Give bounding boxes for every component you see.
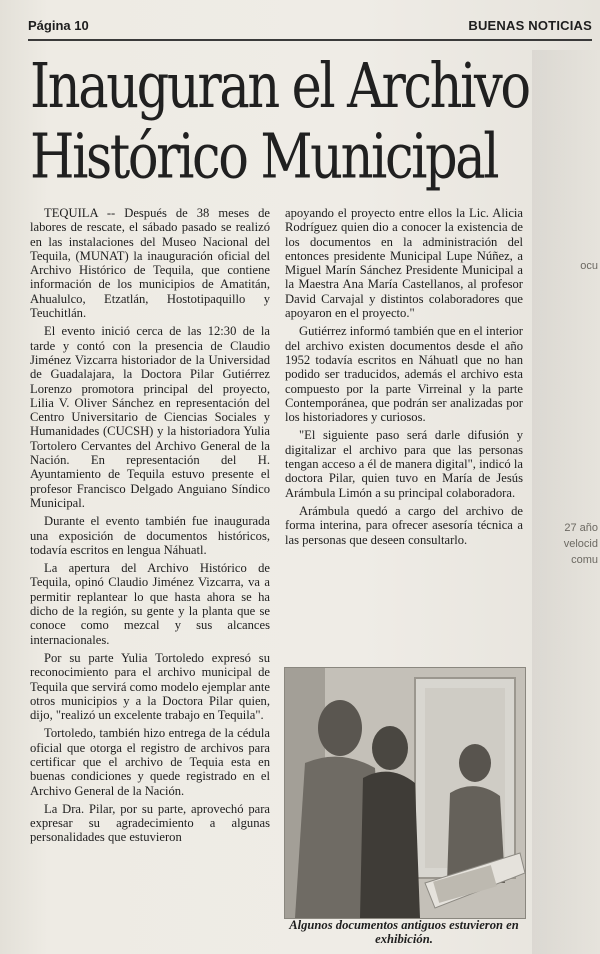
edge-fragment: ocu [580,260,598,272]
header-rule [28,39,592,41]
paragraph: Tortoledo, también hizo entrega de la cédula oficial que otorga el registro de archivos para certificar que el archivo de Tequia esta en buenas condiciones y quede registrado en el Archivo General de la Nación. [30,726,270,798]
paragraph: "El siguiente paso será darle difusión y digitalizar el archivo para que las personas tengan acceso a él de manera digital", indicó la doctora Pilar, quien tuvo en María de Jesús Arámbula Limón a su principal colaboradora. [285,428,523,500]
page-header [28,18,592,40]
headline [30,52,550,194]
adjacent-page-edge [532,50,600,954]
edge-fragment: comu [571,554,598,566]
headline-line-2: Histórico Municipal [30,121,498,194]
paragraph: apoyando el proyecto entre ellos la Lic. Alicia Rodríguez quien dio a conocer la existencia de los documentos en la administración del entonces presidente Municipal Lupe Núñez, a Miguel Marín Sánchez Presidente Municipal a la Maestra Ana María Castellanos, al profesor David Carvajal y distintos colaboradores que apoyaron en el proyecto." [285,206,523,321]
paragraph: TEQUILA -- Después de 38 meses de labores de rescate, el sábado pasado se realizó en las instalaciones del Museo Nacional del Tequila, (MUNAT) la inauguración oficial del Archivo Histórico de Tequila, que contiene información de los municipios de Amatitán, Ahualulco, Etzatlán, Hostotipaquillo y Teuchitlán. [30,206,270,321]
paragraph: La Dra. Pilar, por su parte, aprovechó para expresar su agradecimiento a algunas personalidades que estuvieron [30,801,270,845]
exhibition-photo [284,667,526,919]
paragraph: Durante el evento también fue inaugurada una exposición de documentos históricos, todavía escritos en lengua Náhuatl. [30,514,270,557]
paragraph: Por su parte Yulia Tortoledo expresó su reconocimiento para el archivo municipal de Tequila que servirá como modelo ejemplar ante otros municipios y a la Doctora Pilar quien, dijo, "realizó un excelente trabajo en Tequila". [30,650,270,723]
photo-caption: Algunos documentos antiguos estuvieron en exhibición. [289,918,519,946]
edge-fragment: 27 año [564,522,598,534]
headline-line-1: Inauguran el Archivo [30,50,529,123]
section-title: BUENAS NOTICIAS [468,18,592,33]
paragraph: El evento inició cerca de las 12:30 de la tarde y contó con la presencia de Claudio Jiménez Vizcarra historiador de la Universidad de Guadalajara, la Doctora Pilar Gutiérrez Lorenzo promotora principal del proyecto, Lilia V. Oliver Sánchez en representación del Centro Universitario de Ciencias Sociales y Humanidades (CUCSH) y la historiadora Yulia Tortolero Cervantes del Archivo General de la Nación. En representación del H. Ayuntamiento de Tequila estuvo presente el profesor Francisco Delgado Anguiano Síndico Municipal. [30,324,270,510]
page-number: Página 10 [28,18,89,33]
paragraph: Gutiérrez informó también que en el interior del archivo existen documentos desde el año 1952 todavía escritos en Náhuatl que no han podido ser traducidos, además el archivo esta compuesto por la parte Virreinal y la parte Contemporánea, que podrán ser analizadas por los historiadores y curiosos. [285,324,523,425]
edge-fragment: velocid [563,538,598,550]
article-column-right [285,206,523,551]
article-column-left [30,206,270,849]
paragraph: La apertura del Archivo Histórico de Tequila, opinó Claudio Jiménez Vizcarra, va a permitir replantear lo que hasta ahora se ha dicho de la región, su gente y la planta que se conoce como mezcal y sus alcances internacionales. [30,561,270,647]
exhibition-photo-image [285,668,525,918]
paragraph: Arámbula quedó a cargo del archivo de forma interina, para ofrecer asesoría técnica a las personas que deseen consultarlo. [285,503,523,547]
